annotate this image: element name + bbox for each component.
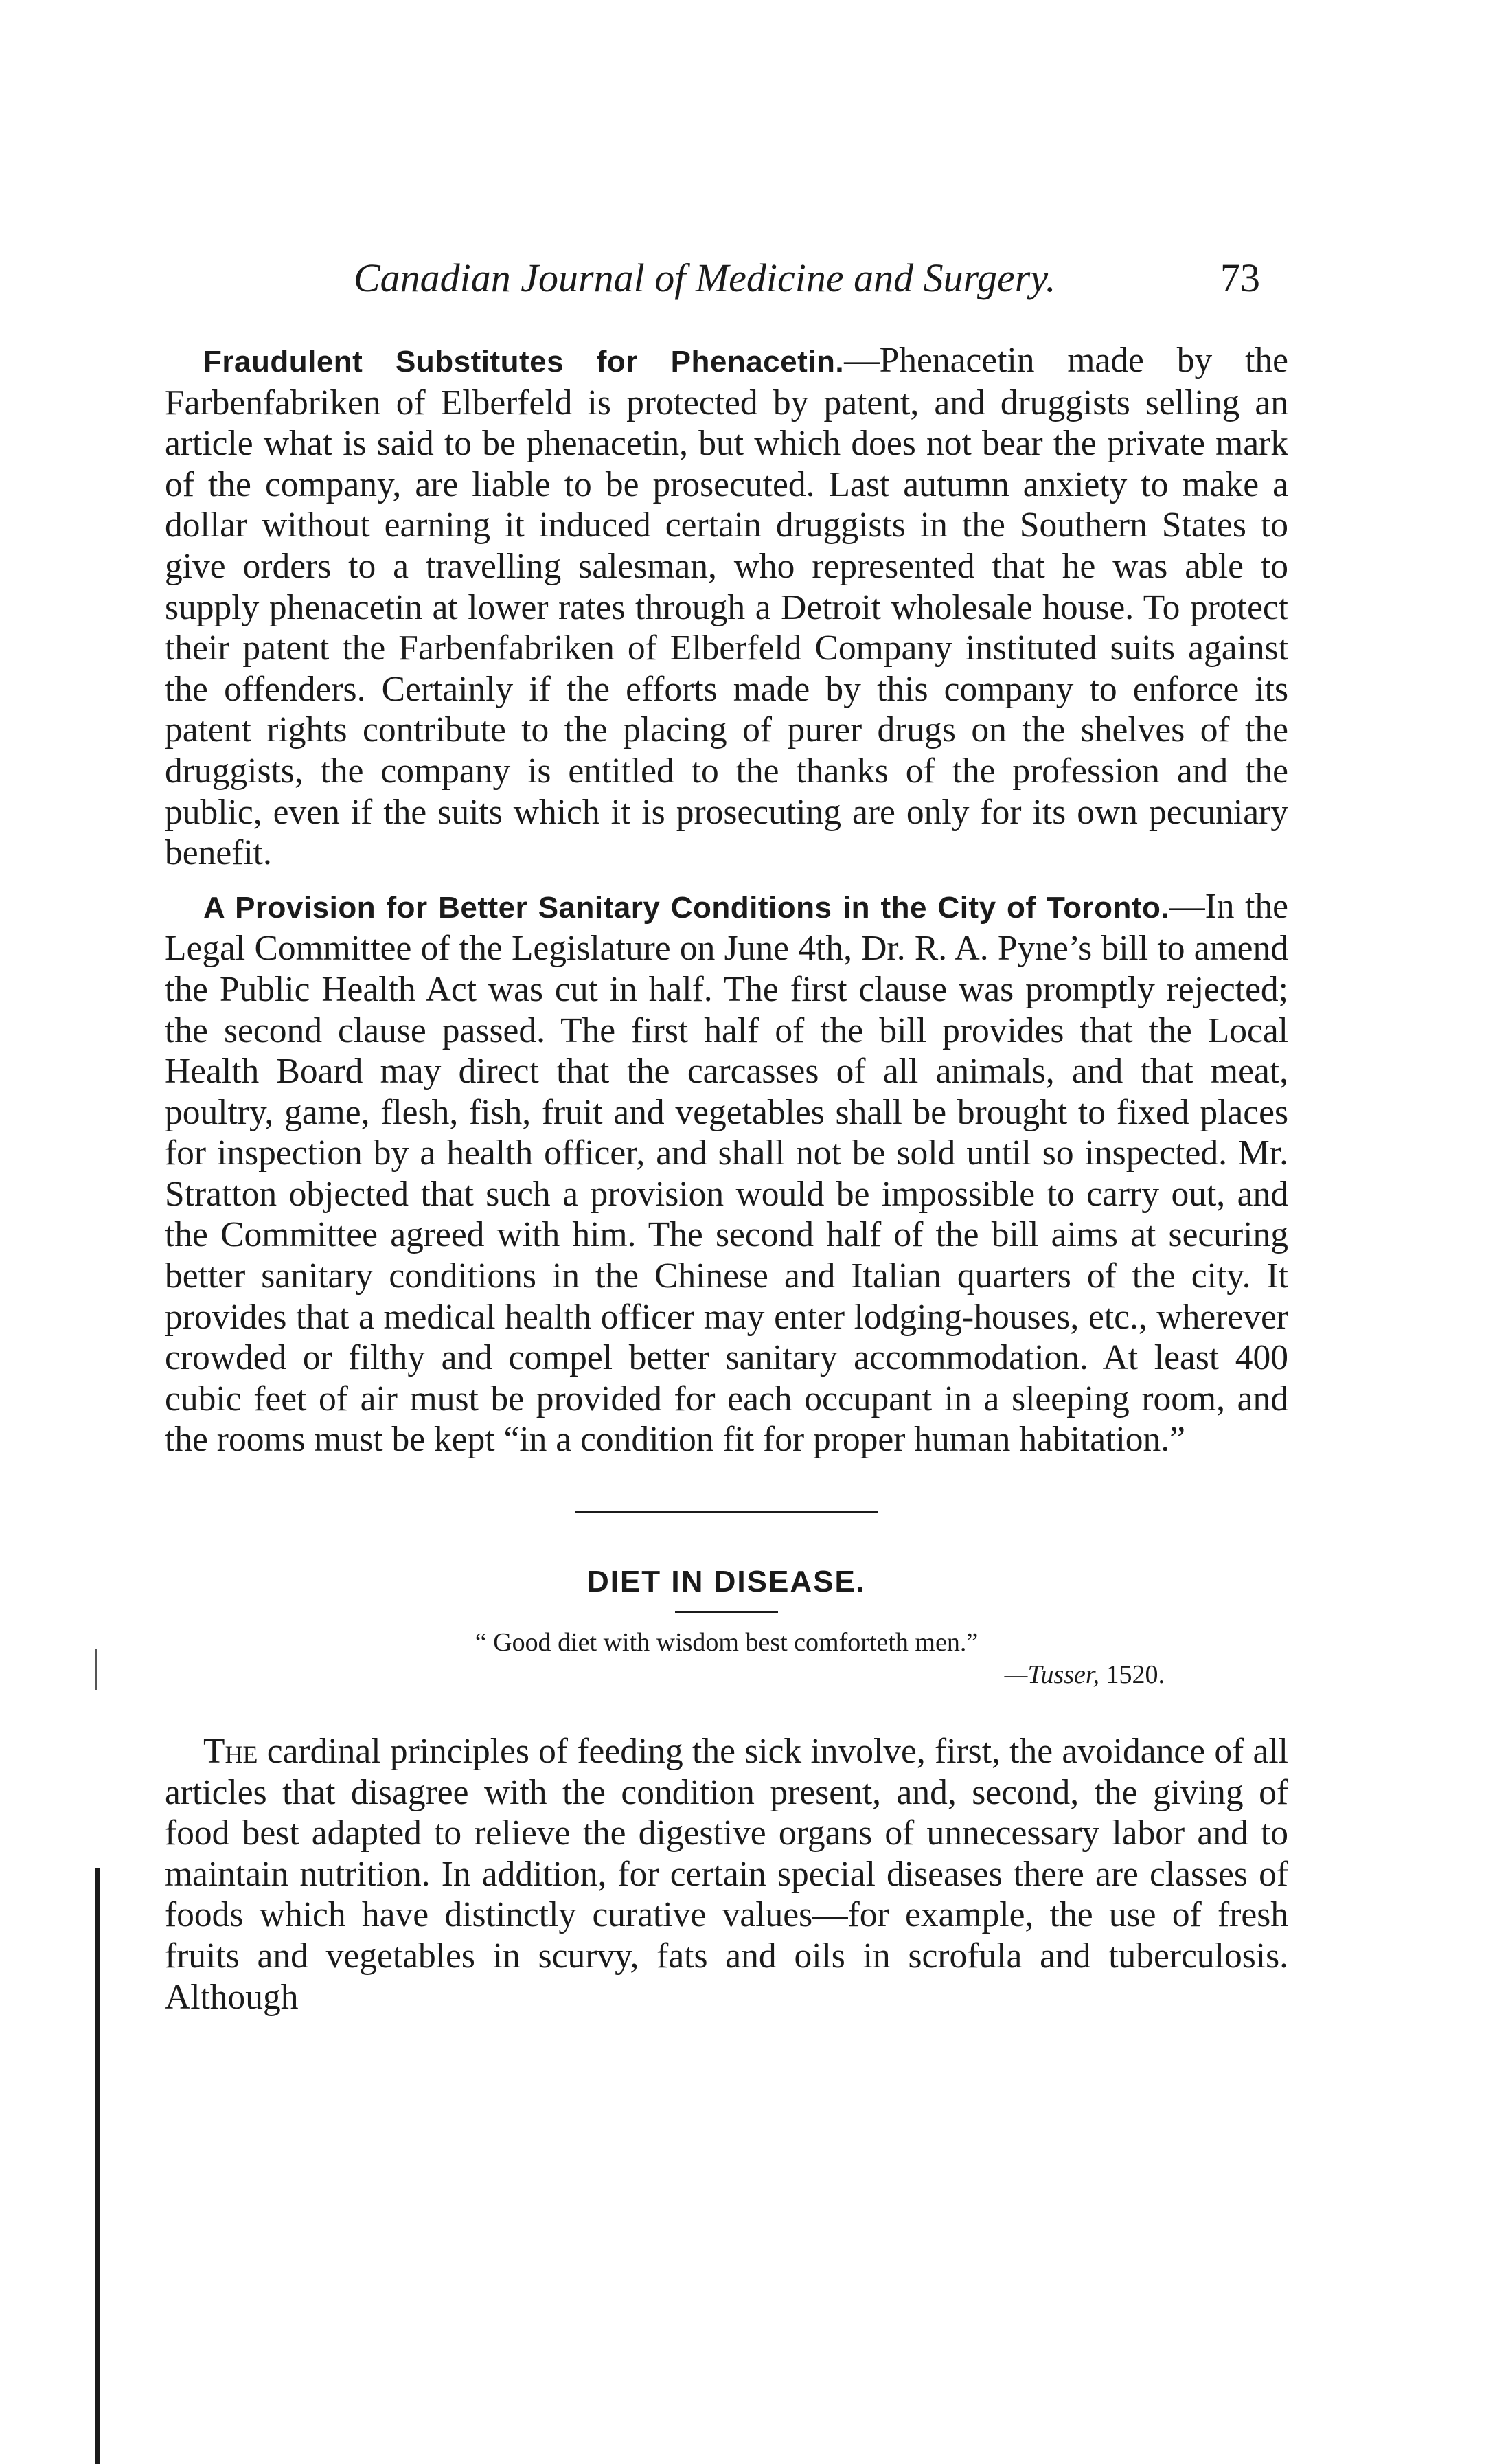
- text-column: [165, 340, 1288, 2017]
- article-sanitary-conditions: [165, 886, 1288, 1460]
- section-body: [165, 1731, 1288, 2017]
- section-divider: [575, 1511, 878, 1513]
- page-number: 73: [1220, 256, 1260, 300]
- section-title: DIET IN DISEASE.: [586, 1565, 867, 1599]
- epigraph: “ Good diet with wisdom best comforteth men.”: [475, 1628, 979, 1658]
- page-header: [354, 251, 1260, 306]
- margin-mark: [95, 1649, 97, 1690]
- article-phenacetin: [165, 340, 1288, 874]
- article-heading: A Provision for Better Sanitary Conditions in the City of Toronto.: [203, 890, 1170, 925]
- running-title: Canadian Journal of Medicine and Surgery.: [354, 256, 1056, 300]
- opening-word: The: [203, 1732, 258, 1772]
- article-heading: Fraudulent Substitutes for Phenacetin.: [203, 345, 845, 378]
- article-body: —Phenacetin made by the Farbenfabriken of Elberfeld is protected by patent, and druggists selling an article what is said to be phenacetin, but which does not bear the private mark of the company, are liable to be prosecuted. Last autumn anxiety to make a dollar without earning it induced certain druggists in the Southern States to give orders to a travelling salesman, who represented that he was able to supply phenacetin at lower rates through a Detroit wholesale house. To protect their patent the Farbenfabriken of Elberfeld Company instituted suits against the offenders. Certainly if the efforts made by this company to enforce its patent rights contribute to the placing of purer drugs on the shelves of the druggists, the company is entitled to the thanks of the profession and the public, even if the suits which it is prosecuting are only for its own pecuniary benefit.: [165, 341, 1288, 873]
- scan-edge-bar: [95, 1868, 100, 2464]
- attribution-year: 1520.: [1099, 1660, 1165, 1690]
- title-underline: [675, 1611, 778, 1613]
- section-body-text: cardinal principles of feeding the sick involve, first, the avoidance of all articles that disagree with the condition present, and, second, the giving of food best adapted to relieve the digestive organs of unnecessary labor and to maintain nutrition. In addition, for certain special diseases there are classes of foods which have distinctly curative values—for example, the use of fresh fruits and vegetables in scurvy, fats and oils in scrofula and tuberculosis. Although: [165, 1732, 1288, 2017]
- epigraph-attribution: [165, 1658, 1288, 1691]
- attribution-name: —Tusser,: [1004, 1660, 1099, 1690]
- article-body: —In the Legal Committee of the Legislature on June 4th, Dr. R. A. Pyne’s bill to amend the Public Health Act was cut in half. The first clause was promptly rejected; the second clause passed. The first half of the bill provides that the Local Health Board may direct that the carcasses of all animals, and that meat, poultry, game, flesh, fish, fruit and vegetables shall be brought to fixed places for inspection by a health officer, and shall not be sold until so inspected. Mr. Stratton objected that such a provision would be impossible to carry out, and the Committee agreed with him. The second half of the bill aims at securing better sanitary conditions in the Chinese and Italian quarters of the city. It provides that a medical health officer may enter lodging-houses, etc., wherever crowded or filthy and compel better sanitary accommodation. At least 400 cubic feet of air must be provided for each occupant in a sleeping room, and the rooms must be kept “in a condition fit for proper human habitation.”: [165, 886, 1289, 1460]
